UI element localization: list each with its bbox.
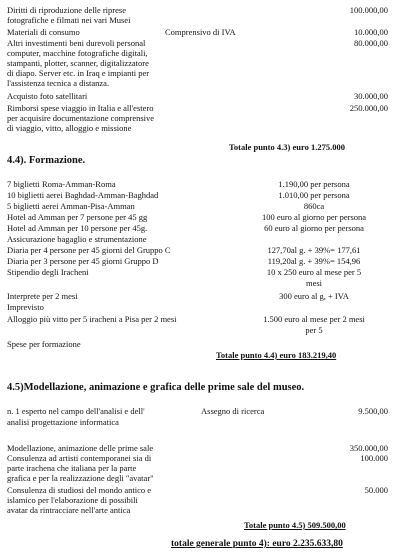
amount-modellazione: 350.000,00: [349, 443, 388, 453]
item-avatar-arte: avatar da rintracciare nell'arte antica: [7, 505, 131, 515]
item-rimborsi: Rimborsi spese viaggio in Italia e all'estero: [7, 103, 154, 113]
item-investimenti: Altri investimenti beni durevoli personal: [7, 38, 146, 48]
grand-total: totale generale punto 4): euro 2.235.633,80: [171, 539, 343, 549]
item-fotografiche-filmati: fotografiche e filmati nei vari Musei: [7, 15, 131, 25]
section-title-modellazione: 4.5)Modellazione, animazione e grafica delle prime sale del museo.: [7, 382, 305, 393]
item-grafica-avatar: grafica e per la realizzazione degli "avatar": [7, 473, 154, 483]
amount-consulenza-studiosi: 50.000: [364, 485, 388, 495]
value-diaria-c: 127,70al g. + 39%= 177,61: [267, 245, 361, 255]
value-biglietti-baghdad: 1.010,00 per persona: [278, 190, 350, 200]
total-4-3: Totale punto 4.3) euro 1.275.000: [229, 142, 345, 152]
item-modellazione: Modellazione, animazione delle prime sale: [7, 443, 154, 453]
amount-consulenza-artisti: 100.000: [360, 453, 388, 463]
amount-diritti: 100.000,00: [349, 5, 388, 15]
value-alloggio: 1.500 euro al mese per 2 mesi: [263, 314, 365, 324]
item-diapo-server: di diapo. Server etc. in Iraq e impianti per: [7, 68, 150, 78]
value-biglietti-pisa: 860ca: [303, 201, 325, 211]
value-interprete: 300 euro al g, + IVA: [279, 291, 349, 301]
item-consulenza-artisti: Consulenza ad artisti contemporanei sia di: [7, 453, 152, 463]
item-spese-formazione: Spese per formazione: [7, 339, 81, 349]
total-4-4: Totale punto 4.4) euro 183.219,40: [216, 350, 337, 360]
item-materiali-consumo: Materiali di consumo: [7, 27, 80, 37]
item-documentazione: per acquisire documentazione comprensive: [7, 113, 155, 123]
item-hotel-10: Hotel ad Amman per 10 persone per 45g.: [7, 223, 148, 233]
value-hotel-10: 60 euro al giorno per persona: [264, 223, 364, 233]
item-diaria-c: Diaria per 4 persone per 45 giorni del Gruppo C: [7, 245, 171, 255]
total-4-5: Totale punto 4.5) 509.500,00: [244, 520, 346, 530]
item-computer: computer, macchine fotografiche digitali,: [7, 48, 148, 58]
amount-investimenti: 80.000,00: [354, 38, 388, 48]
item-hotel-7: Hotel ad Amman per 7 persone per 45 gg: [7, 212, 148, 222]
item-diaria-d: Diaria per 3 persone per 45 giorni Gruppo D: [7, 256, 159, 266]
value-stipendio-mesi: mesi: [305, 278, 323, 288]
item-biglietti-baghdad: 10 biglietti aerei Baghdad-Amman-Baghdad: [7, 190, 159, 200]
item-biglietti-pisa: 5 biglietti aerei Amman-Pisa-Amman: [7, 201, 135, 211]
item-biglietti-roma: 7 biglietti Roma-Amman-Roma: [7, 179, 116, 189]
assegno-ricerca: Assegno di ricerca: [201, 406, 265, 416]
amount-materiali: 10.000,00: [354, 27, 388, 37]
item-analisi: analisi progettazione informatica: [7, 417, 119, 427]
item-parte-irachena: parte irachena che italiana per la parte: [7, 463, 137, 473]
section-title-formazione: 4.4). Formazione.: [7, 155, 86, 166]
value-hotel-7: 100 euro al giorno per persona: [261, 212, 367, 222]
item-islamico: islamico per l'elaborazione di possibili: [7, 495, 138, 505]
item-alloggio: Alloggio più vitto per 5 iracheni a Pisa per 2 mesi: [7, 314, 177, 324]
amount-esperto: 9.500,00: [358, 406, 388, 416]
item-diritti-riproduzione: Diritti di riproduzione delle riprese: [7, 5, 126, 15]
iva-note: Comprensivo di IVA: [165, 27, 236, 37]
item-interprete: Interprete per 2 mesi: [7, 291, 78, 301]
item-stampanti: stampanti, plotter, scanner, digitalizzatore: [7, 58, 149, 68]
value-stipendio: 10 x 250 euro al mese per 5: [266, 267, 362, 277]
value-biglietti-roma: 1.190,00 per persona: [278, 179, 350, 189]
item-assistenza: l'assistenza tecnica a distanza.: [7, 78, 110, 88]
item-viaggio-vitto: di viaggio, vitto, alloggio e missione: [7, 123, 132, 133]
value-diaria-d: 119,20al g. + 39%= 154,96: [267, 256, 361, 266]
item-assicurazione: Assicurazione bagaglio e strumentazione: [7, 234, 147, 244]
item-foto-satellitari: Acquisto foto satellitari: [7, 91, 88, 101]
item-consulenza-studiosi: Consulenza di studiosi del mondo antico e: [7, 485, 152, 495]
item-stipendio: Stipendio degli Iracheni: [7, 267, 89, 277]
item-esperto: n. 1 esperto nel campo dell'analisi e dell': [7, 406, 145, 416]
item-imprevisto: Imprevisto: [7, 302, 44, 312]
value-alloggio-per5: per 5: [305, 325, 323, 335]
amount-foto: 30.000,00: [354, 91, 388, 101]
amount-rimborsi: 250.000,00: [349, 103, 388, 113]
